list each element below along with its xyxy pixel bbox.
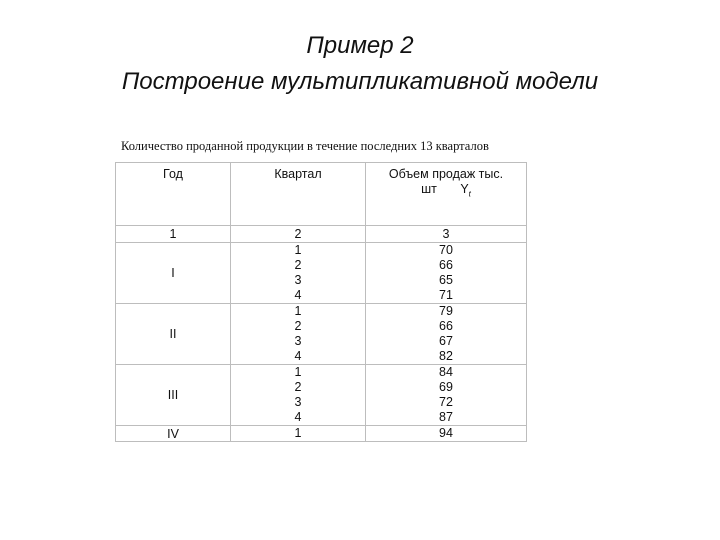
header-sales-symbol: $Y_t$	[460, 182, 471, 199]
sales-table	[115, 162, 527, 442]
header-sales-line1: Объем продаж тыс.	[388, 167, 504, 181]
sales-value: 82	[439, 349, 453, 363]
quarter-value: 2	[294, 258, 302, 272]
table-row	[116, 243, 527, 304]
slide-title	[0, 28, 720, 100]
quarter-value: 1	[294, 365, 302, 379]
table-body	[116, 226, 527, 442]
cell-sales	[366, 243, 527, 304]
table-row	[116, 365, 527, 426]
cell-quarters	[231, 226, 366, 243]
sales-value: 70	[439, 243, 453, 257]
cell-quarters	[231, 426, 366, 442]
header-quarter: Квартал	[231, 163, 366, 226]
header-sales	[366, 163, 527, 226]
cell-sales	[366, 226, 527, 243]
header-sales-unit: шт	[421, 182, 437, 196]
quarter-value: 3	[294, 334, 302, 348]
cell-sales	[366, 304, 527, 365]
slide-title-line1: Пример 2	[306, 32, 414, 59]
sales-value: 72	[439, 395, 453, 409]
cell-year: 1	[116, 226, 231, 243]
sales-value: 79	[439, 304, 453, 318]
table-caption: Количество проданной продукции в течение последних 13 кварталов	[121, 139, 489, 153]
cell-quarters	[231, 243, 366, 304]
header-sales-line2	[366, 182, 526, 202]
quarter-value: 1	[294, 426, 302, 440]
table-row	[116, 226, 527, 243]
sales-value: 65	[439, 273, 453, 287]
quarter-value: 1	[294, 243, 302, 257]
table-row	[116, 426, 527, 442]
cell-quarters	[231, 365, 366, 426]
quarter-value: 2	[294, 226, 302, 241]
quarter-value: 2	[294, 319, 302, 333]
sales-value: 66	[439, 258, 453, 272]
quarter-value: 4	[294, 410, 302, 424]
cell-year: I	[116, 243, 231, 304]
quarter-value: 2	[294, 380, 302, 394]
slide-title-line2: Построение мультипликативной модели	[121, 68, 599, 95]
quarter-value: 3	[294, 395, 302, 409]
sales-value: 71	[439, 288, 453, 302]
cell-sales	[366, 426, 527, 442]
quarter-value: 4	[294, 349, 302, 363]
sales-value: 84	[439, 365, 453, 379]
sales-value: 87	[439, 410, 453, 424]
cell-quarters	[231, 304, 366, 365]
sales-value: 3	[442, 226, 450, 241]
cell-year: IV	[116, 426, 231, 442]
quarter-value: 3	[294, 273, 302, 287]
sales-value: 66	[439, 319, 453, 333]
quarter-value: 1	[294, 304, 302, 318]
quarter-value: 4	[294, 288, 302, 302]
header-year: Год	[116, 163, 231, 226]
table-row	[116, 304, 527, 365]
sales-value: 94	[439, 426, 453, 440]
table-header-row	[116, 163, 527, 226]
sales-value: 69	[439, 380, 453, 394]
cell-sales	[366, 365, 527, 426]
cell-year: III	[116, 365, 231, 426]
sales-value: 67	[439, 334, 453, 348]
cell-year: II	[116, 304, 231, 365]
